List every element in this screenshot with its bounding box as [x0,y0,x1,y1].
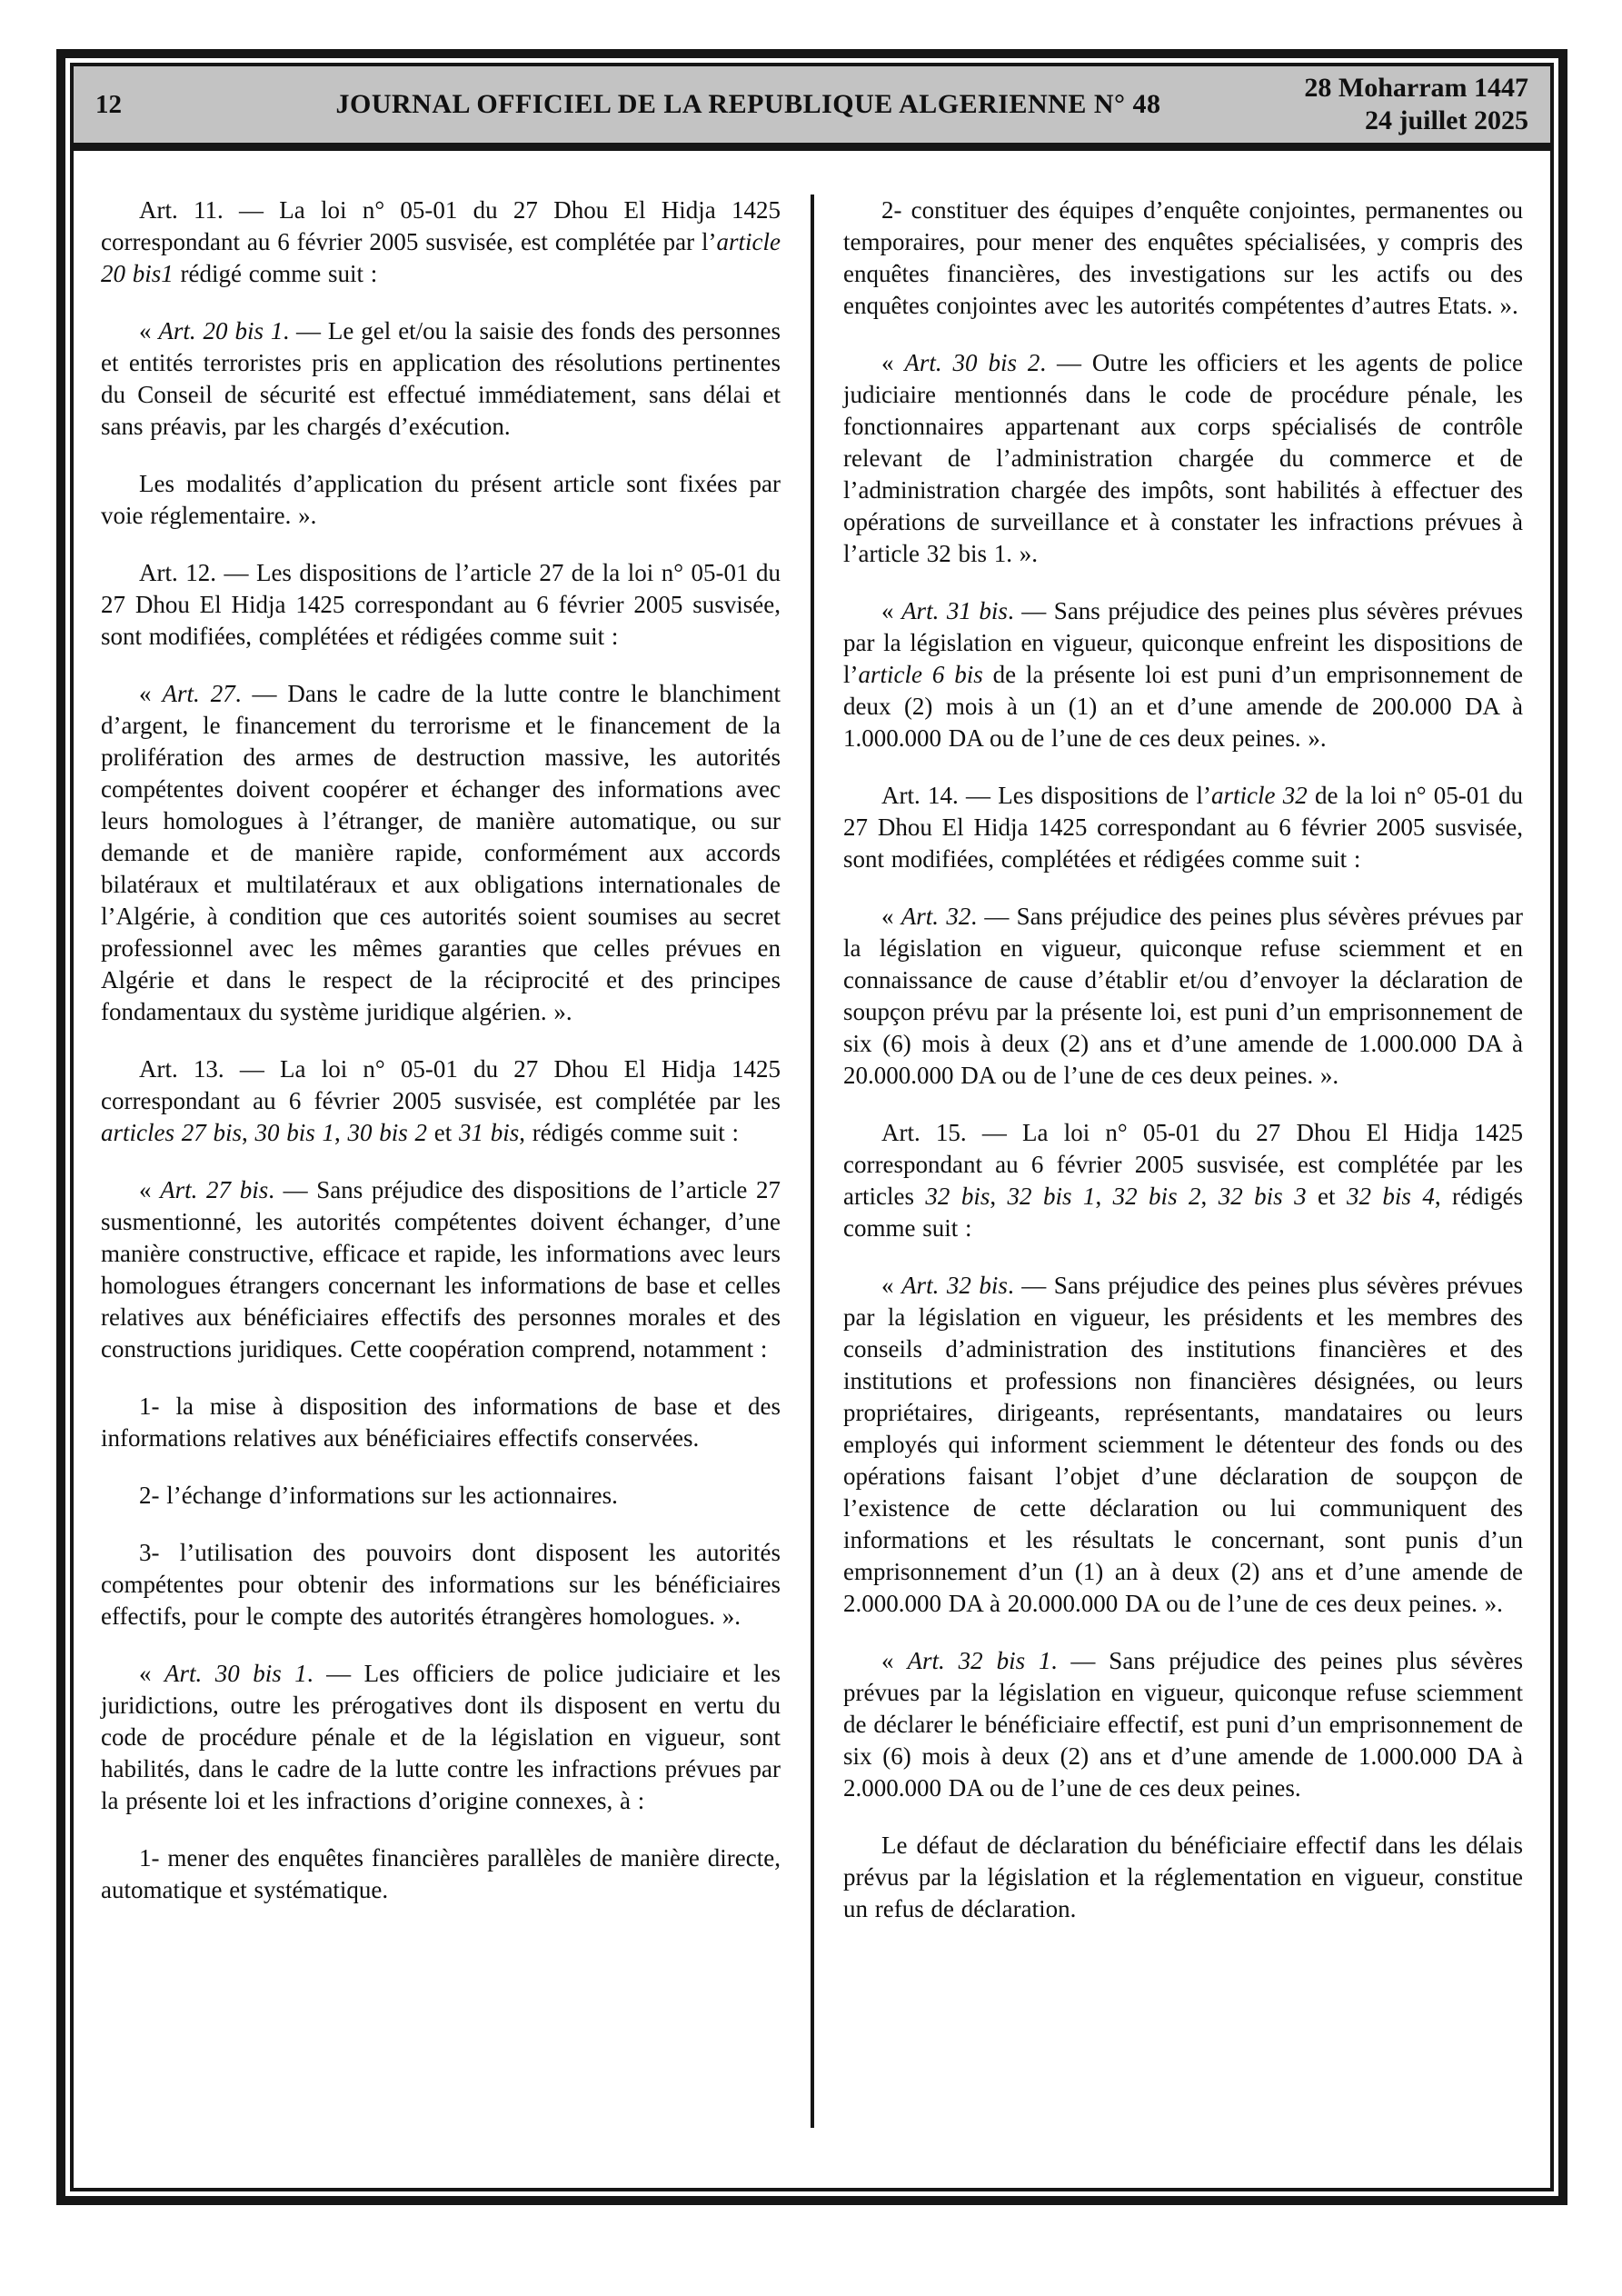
paragraph: « Art. 30 bis 1. — Les officiers de police judiciaire et les juridictions, outre les prérogatives dont ils disposent en vertu du code de procédure pénale et de la législation en vigueur, sont habilités, dans le cadre de la lutte contre les infractions prévues par la présente loi et les infractions d’origine connexes, à : [101,1660,781,1814]
page-body [74,151,1550,2188]
paragraph: Le défaut de déclaration du bénéficiaire effectif dans les délais prévus par la législation et la réglementation en vigueur, constitue un refus de déclaration. [843,1832,1523,1922]
paragraph: « Art. 30 bis 2. — Outre les officiers et les agents de police judiciaire mentionnés dans le code de procédure pénale, les fonctionnaires appartenant aux corps spécialisés de contrôle relevant de l’administration chargée du commerce et de l’administration chargée des impôts, sont habilités à effectuer des opérations de surveillance et à constater les infractions prévues à l’article 32 bis 1. ». [843,349,1524,567]
paragraph: Art. 15. — La loi n° 05-01 du 27 Dhou El Hidja 1425 correspondant au 6 février 2005 susvisée, est complétée par les articles 32 bis, 32 bis 1, 32 bis 2, 32 bis 3 et 32 bis 4, rédigés comme suit : [843,1119,1523,1242]
paragraph: Art. 11. — La loi n° 05-01 du 27 Dhou El Hidja 1425 correspondant au 6 février 2005 susvisée, est complétée par l’article 20 bis1 rédigé comme suit : [101,196,781,287]
paragraph: 1- mener des enquêtes financières parallèles de manière directe, automatique et systématique. [101,1844,781,1903]
paragraph: Art. 13. — La loi n° 05-01 du 27 Dhou El Hidja 1425 correspondant au 6 février 2005 susvisée, est complétée par les articles 27 bis, 30 bis 1, 30 bis 2 et 31 bis, rédigés comme suit : [101,1055,781,1146]
page-number: 12 [95,89,122,119]
paragraph: « Art. 27. — Dans le cadre de la lutte contre le blanchiment d’argent, le financement du terrorisme et le financement de la prolifération des armes de destruction massive, les autorités compétentes doivent coopérer et échanger des informations avec leurs homologues à l’étranger, de manière automatique, ou sur demande et de manière rapide, conformément aux accords bilatéraux et multilatéraux et aux obligations internationales de l’Algérie, à condition que ces autorités soient soumises au secret professionnel avec les mêmes garanties que celles prévues en Algérie et dans le respect de la réciprocité et des principes fondamentaux du système juridique algérien. ». [101,680,781,1025]
page-frame [56,49,1567,2205]
paragraph: 1- la mise à disposition des informations de base et des informations relatives aux bénéficiaires effectifs conservées. [101,1393,781,1452]
date-hijri: 28 Moharram 1447 [1304,73,1528,103]
masthead-rule [74,143,1550,151]
paragraph: 2- l’échange d’informations sur les actionnaires. [139,1482,618,1509]
masthead [74,66,1550,143]
page-frame-inner [70,63,1554,2191]
paragraph: « Art. 32 bis. — Sans préjudice des peines plus sévères prévues par la législation en vigueur, les présidents et les membres des conseils d’administration des institutions financières et des institutions et professions non financières désignées, ou leurs propriétaires, dirigeants, représentants, mandataires ou leurs employés qui informent sciemment le détenteur des fonds ou des opérations faisant l’objet d’une déclaration de soupçon de l’existence de cette déclaration ou lui communiquent des informations et les résultats le concernant, sont punis d’un emprisonnement d’un (1) an à deux (2) ans et d’une amende de 2.000.000 DA à 20.000.000 DA ou de l’une de ces deux peines. ». [843,1272,1523,1617]
paragraph: « Art. 20 bis 1. — Le gel et/ou la saisie des fonds des personnes et entités terroristes pris en application des résolutions pertinentes du Conseil de sécurité est effectué immédiatement, sans délai et sans préavis, par les chargés d’exécution. [101,317,781,440]
paragraph: Art. 12. — Les dispositions de l’article 27 de la loi n° 05-01 du 27 Dhou El Hidja 1425 correspondant au 6 février 2005 susvisée, sont modifiées, complétées et rédigées comme suit : [101,559,781,650]
paragraph: 3- l’utilisation des pouvoirs dont disposent les autorités compétentes pour obtenir des informations sur les bénéficiaires effectifs, pour le compte des autorités étrangères homologues. ». [101,1539,781,1630]
paragraph: Les modalités d’application du présent article sont fixées par voie réglementaire. ». [101,470,781,529]
date-gregorian: 24 juillet 2025 [1365,105,1528,135]
paragraph: « Art. 31 bis. — Sans préjudice des peines plus sévères prévues par la législation en vigueur, quiconque enfreint les dispositions de l’article 6 bis de la présente loi est puni d’un emprisonnement de deux (2) mois à un (1) an et d’une amende de 200.000 DA à 1.000.000 DA ou de l’une de ces deux peines. ». [843,597,1523,752]
right-column [843,195,1523,1951]
paragraph: « Art. 27 bis. — Sans préjudice des dispositions de l’article 27 susmentionné, les autorités compétentes doivent échanger, d’une manière constructive, efficace et rapide, les informations avec leurs homologues étrangers concernant les informations de base et celles relatives aux bénéficiaires effectifs des personnes morales et des constructions juridiques. Cette coopération comprend, notamment : [101,1176,781,1363]
journal-title: JOURNAL OFFICIEL DE LA REPUBLIQUE ALGERIENNE N° 48 [335,89,1161,119]
paragraph: « Art. 32. — Sans préjudice des peines plus sévères prévues par la législation en vigueur, quiconque refuse sciemment et en connaissance de cause d’établir et/ou d’envoyer la déclaration de soupçon prévu par la présente loi, est puni d’un emprisonnement de six (6) mois à deux (2) ans et d’une amende de 1.000.000 DA à 20.000.000 DA ou de l’une de ces deux peines. ». [843,903,1523,1089]
column-divider [811,195,814,2128]
paragraph: Art. 14. — Les dispositions de l’article 32 de la loi n° 05-01 du 27 Dhou El Hidja 1425 correspondant au 6 février 2005 susvisée, sont modifiées, complétées et rédigées comme suit : [843,782,1524,873]
paragraph: « Art. 32 bis 1. — Sans préjudice des peines plus sévères prévues par la législation en vigueur, quiconque refuse sciemment de déclarer le bénéficiaire effectif, est puni d’un emprisonnement de six (6) mois à deux (2) ans et d’une amende de 1.000.000 DA à 2.000.000 DA ou de l’une de ces deux peines. [843,1647,1524,1802]
issue-dates [1292,72,1528,137]
left-column [101,195,781,1932]
paragraph: 2- constituer des équipes d’enquête conjointes, permanentes ou temporaires, pour mener des enquêtes spécialisées, y compris des enquêtes financières, des investigations sur les actifs ou des enquêtes conjointes avec les autorités compétentes d’autres Etats. ». [843,196,1523,319]
